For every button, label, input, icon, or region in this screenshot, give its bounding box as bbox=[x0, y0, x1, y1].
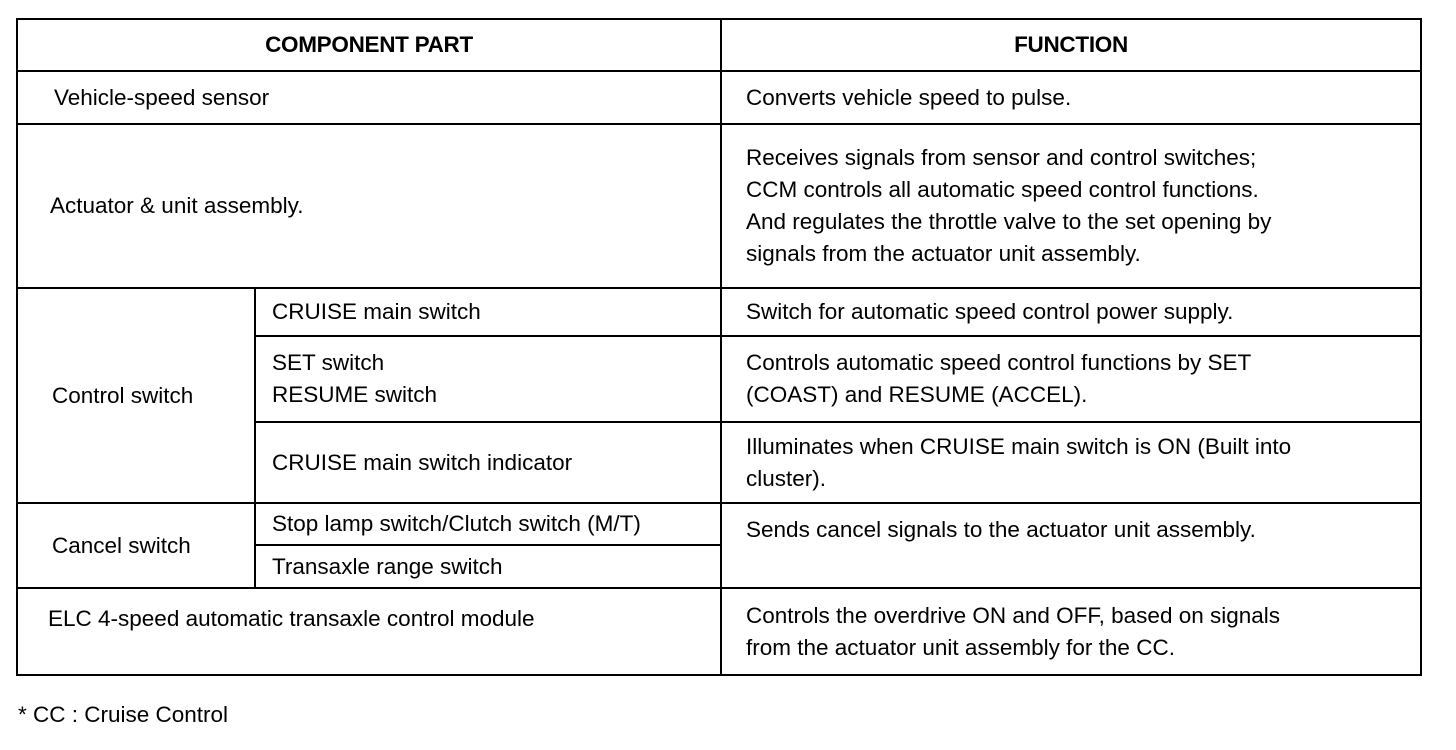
actuator-unit-function bbox=[721, 124, 1421, 288]
cruise-indicator-function bbox=[721, 422, 1421, 503]
table-row bbox=[17, 588, 1421, 675]
component-function-table bbox=[16, 18, 1422, 676]
cruise-main-switch-cell: CRUISE main switch bbox=[255, 288, 721, 336]
cruise-control-component-table-frame bbox=[16, 18, 1420, 674]
actuator-function-line: signals from the actuator unit assembly. bbox=[746, 240, 1141, 266]
function-header: FUNCTION bbox=[721, 19, 1421, 71]
indicator-function-line: cluster). bbox=[746, 465, 827, 491]
indicator-function-line: Illuminates when CRUISE main switch is ON (Built into bbox=[746, 433, 1292, 459]
set-resume-function-line: (COAST) and RESUME (ACCEL). bbox=[746, 382, 1088, 407]
actuator-function-line: CCM controls all automatic speed control functions. bbox=[746, 177, 1259, 203]
actuator-function-line: And regulates the throttle valve to the set opening by bbox=[746, 209, 1272, 234]
set-resume-switch-cell bbox=[255, 336, 721, 422]
control-switch-group-cell: Control switch bbox=[17, 288, 255, 503]
table-row bbox=[17, 503, 1421, 545]
elc-function-line: Controls the overdrive ON and OFF, based on signals bbox=[746, 602, 1281, 628]
cruise-indicator-cell: CRUISE main switch indicator bbox=[255, 422, 721, 503]
elc-control-module-function bbox=[721, 588, 1421, 675]
set-resume-switch-function bbox=[721, 336, 1421, 422]
cancel-switch-function: Sends cancel signals to the actuator unit assembly. bbox=[721, 503, 1421, 588]
vehicle-speed-sensor-function: Converts vehicle speed to pulse. bbox=[721, 71, 1421, 124]
actuator-function-line: Receives signals from sensor and control switches; bbox=[746, 145, 1257, 171]
set-resume-function-line: Controls automatic speed control functions by SET bbox=[746, 350, 1252, 376]
table-row bbox=[17, 124, 1421, 288]
cancel-switch-group-cell: Cancel switch bbox=[17, 503, 255, 588]
table-row bbox=[17, 71, 1421, 124]
elc-control-module-cell: ELC 4-speed automatic transaxle control module bbox=[17, 588, 721, 675]
elc-function-line: from the actuator unit assembly for the CC. bbox=[746, 634, 1175, 660]
cc-footnote: * CC : Cruise Control bbox=[18, 702, 229, 727]
transaxle-range-switch-cell: Transaxle range switch bbox=[255, 545, 721, 588]
vehicle-speed-sensor-cell: Vehicle-speed sensor bbox=[17, 71, 721, 124]
table-row bbox=[17, 288, 1421, 336]
component-part-header: COMPONENT PART bbox=[17, 19, 721, 71]
table-header-row bbox=[17, 19, 1421, 71]
cruise-main-switch-function: Switch for automatic speed control power supply. bbox=[721, 288, 1421, 336]
resume-switch-label: RESUME switch bbox=[272, 382, 438, 407]
stop-lamp-switch-cell: Stop lamp switch/Clutch switch (M/T) bbox=[255, 503, 721, 545]
set-switch-label: SET switch bbox=[272, 350, 385, 376]
actuator-unit-cell: Actuator & unit assembly. bbox=[17, 124, 721, 288]
